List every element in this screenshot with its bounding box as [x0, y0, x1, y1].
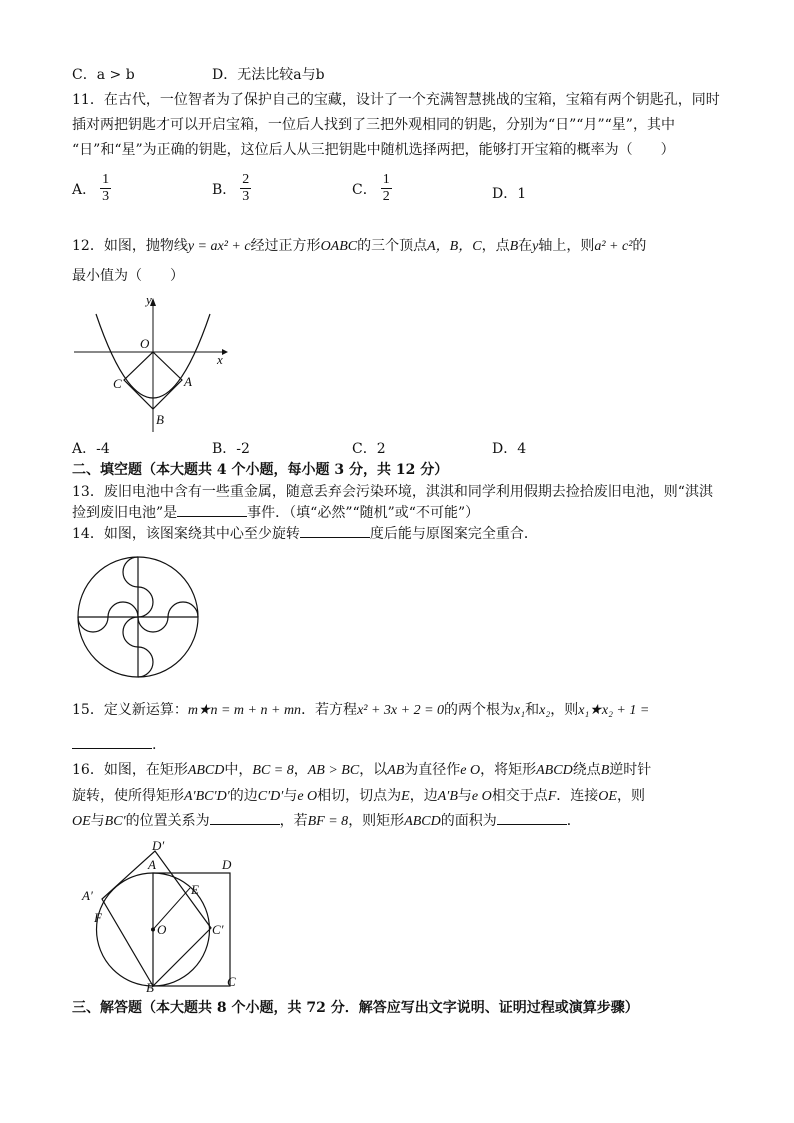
q12-option-b: B．-2: [212, 441, 250, 457]
q10-option-c: C．a > b: [72, 67, 135, 83]
q16-text: 绕点: [572, 762, 601, 778]
q12-text: ，点: [481, 238, 510, 254]
q16-math: e O: [471, 789, 492, 804]
q16-math: A′BC′D′: [184, 789, 230, 804]
q16-math: E: [401, 789, 410, 804]
q16-math: ABCD: [187, 763, 225, 778]
label-c: C: [113, 376, 122, 391]
q15-expression: x₁★x₂ + 1 =: [578, 703, 650, 718]
label-o: O: [140, 336, 150, 351]
q11-option-a-label: A．: [72, 181, 97, 198]
q16-answer-blank-2[interactable]: [497, 810, 567, 825]
q11-text-line2: 插对两把钥匙才可以开启宝箱，一位后人找到了三把外观相同的钥匙，分别为“日”“月”“星”，其中: [72, 117, 675, 133]
fraction-denominator: 2: [382, 189, 390, 204]
q16-math: F: [547, 789, 557, 804]
label-b: B: [156, 412, 164, 427]
q16-text: 与: [90, 813, 105, 829]
q12-option-c: C．2: [352, 441, 386, 457]
label-e: E: [191, 882, 199, 897]
q11-text-line1: 11．在古代，一位智者为了保护自己的宝藏，设计了一个充满智慧挑战的宝箱，宝箱有两个钥匙孔，同时: [72, 92, 720, 108]
q15-answer-line: [72, 734, 156, 755]
q16-text: 的边: [229, 788, 258, 804]
q11-option-b: [212, 172, 251, 205]
q12-point-b: B: [509, 239, 519, 254]
q11-option-b-fraction: [240, 172, 251, 205]
q12-expression: a² + c²: [594, 239, 633, 254]
q16-math: e O: [460, 763, 481, 778]
q14-pinwheel-figure: [74, 553, 204, 683]
q16-math: ABCD: [536, 763, 573, 778]
q12-text-line1: [72, 236, 646, 257]
q16-text: 相切，切点为: [317, 788, 402, 804]
q10-option-d: D．无法比较a与b: [212, 67, 325, 83]
q11-option-c-fraction: [381, 172, 392, 205]
label-o: O: [157, 922, 167, 937]
label-f: F: [94, 910, 102, 925]
q15-text: 的两个根为: [444, 702, 515, 718]
q12-y-axis: y: [532, 239, 539, 254]
q15-text: ．若方程: [301, 702, 358, 718]
fraction-numerator: 1: [382, 172, 390, 187]
label-b: B: [146, 980, 154, 994]
q15-equation: x² + 3x + 2 = 0: [357, 703, 445, 718]
q12-text: 轴上，则: [538, 238, 595, 254]
x-axis-arrow: [222, 349, 228, 355]
q16-text: 为直径作: [404, 762, 461, 778]
q11-option-b-label: B．: [212, 181, 237, 198]
q15-root-x2: x₂: [539, 703, 551, 718]
label-c: C: [227, 974, 236, 989]
q12-text: 经过正方形: [250, 238, 321, 254]
q12-vertices: A，B，C: [427, 239, 482, 254]
q15-text: 15．定义新运算：: [72, 702, 188, 718]
q16-text: ．: [566, 813, 581, 829]
q16-math: C′D′: [257, 789, 284, 804]
q12-option-d: D．4: [492, 441, 527, 457]
q16-text: 与: [283, 788, 298, 804]
q11-text-line3: “日”和“星”为正确的钥匙，这位后人从三把钥匙中随机选择两把，能够打开宝箱的概率为（ ）: [72, 142, 675, 158]
q12-square-name: OABC: [320, 239, 358, 254]
q16-answer-blank-1[interactable]: [210, 810, 280, 825]
center-o-dot: [151, 928, 155, 932]
q16-math: OE: [598, 789, 617, 804]
q12-parabola-figure: [72, 292, 232, 434]
label-d-prime: D′: [152, 838, 165, 853]
q16-text: 与: [457, 788, 472, 804]
q13-text-line2: [72, 502, 479, 523]
q16-text-line1: [72, 760, 651, 781]
q12-parabola-equation: y = ax² + c: [187, 239, 251, 254]
q16-text: ，将矩形: [480, 762, 537, 778]
q14-text: 度后能与原图案完全重合．: [369, 526, 538, 542]
q12-text-line2: 最小值为（ ）: [72, 268, 184, 284]
q15-text-line: [72, 700, 649, 721]
fraction-denominator: 3: [242, 189, 250, 204]
q11-option-a-fraction: [100, 172, 111, 205]
label-x: x: [217, 352, 223, 367]
label-y: y: [146, 292, 152, 307]
q16-math: ABCD: [404, 814, 441, 829]
q12-text: 的: [632, 238, 647, 254]
label-a: A: [184, 374, 192, 389]
q16-math: AB: [387, 763, 405, 778]
rectangle-a-bc-d-prime: [102, 851, 211, 986]
q16-math: BC = 8: [252, 763, 294, 778]
q13-answer-blank[interactable]: [177, 502, 247, 517]
label-a-prime: A′: [82, 888, 93, 903]
q16-math: AB > BC: [307, 763, 360, 778]
q14-answer-blank[interactable]: [300, 523, 370, 538]
q16-math: OE: [72, 814, 91, 829]
q16-text: ，若: [279, 813, 308, 829]
q12-text: 12．如图，抛物线: [72, 238, 188, 254]
q11-option-c: [352, 172, 392, 205]
q11-option-a: [72, 172, 111, 205]
q16-math: B: [600, 763, 610, 778]
q15-end: .: [152, 737, 157, 753]
q16-text: ，以: [359, 762, 388, 778]
q15-text: 和: [525, 702, 540, 718]
q15-text: ，则: [550, 702, 579, 718]
q16-text: 中，: [224, 762, 253, 778]
q16-text: ，边: [409, 788, 438, 804]
q13-text-line1: 13．废旧电池中含有一些重金属，随意丢弃会污染环境，淇淇和同学利用假期去捡拾废旧电池，则“淇淇: [72, 484, 713, 500]
q16-text: ，则: [616, 788, 645, 804]
section3-title: 三、解答题（本大题共 8 个小题，共 72 分．解答应写出文字说明、证明过程或演算步骤）: [72, 1000, 639, 1016]
q15-root-x1: x₁: [514, 703, 526, 718]
q16-math: BC′: [104, 814, 126, 829]
fraction-denominator: 3: [102, 189, 110, 204]
section2-title: 二、填空题（本大题共 4 个小题，每小题 3 分，共 12 分）: [72, 462, 449, 478]
q16-text: 旋转，使所得矩形: [72, 788, 184, 804]
q16-text: 16．如图，在矩形: [72, 762, 188, 778]
q16-text: 的位置关系为: [125, 813, 210, 829]
q16-math: A′B: [437, 789, 458, 804]
label-c-prime: C′: [212, 922, 224, 937]
fraction-numerator: 1: [102, 172, 110, 187]
q12-text: 在: [518, 238, 533, 254]
q16-math: e O: [297, 789, 318, 804]
q16-math: BF = 8: [307, 814, 349, 829]
q14-text: 14．如图，该图案绕其中心至少旋转: [72, 526, 300, 542]
q16-text: ．连接: [556, 788, 599, 804]
q15-answer-blank[interactable]: [72, 734, 152, 749]
fraction-numerator: 2: [242, 172, 250, 187]
q16-text: 逆时针: [609, 762, 652, 778]
q16-text: 相交于点: [491, 788, 548, 804]
label-d: D: [222, 857, 232, 872]
q11-option-c-label: C．: [352, 181, 377, 198]
q14-text-line: [72, 523, 538, 544]
q13-text: 事件．（填“必然”“随机”或“不可能”）: [247, 505, 480, 521]
q12-option-a: A．-4: [72, 441, 110, 457]
q16-text-line2: [72, 786, 645, 807]
q13-text: 捡到废旧电池”是: [72, 505, 178, 521]
q16-text-line3: [72, 810, 581, 832]
q15-definition: m★n = m + n + mn: [187, 703, 302, 718]
q11-option-d: D．1: [492, 186, 527, 202]
q12-text: 的三个顶点: [357, 238, 428, 254]
label-a: A: [148, 857, 156, 872]
q16-text: 的面积为: [440, 813, 497, 829]
q16-text: ，: [293, 762, 308, 778]
q16-rectangle-figure: [76, 836, 246, 994]
q16-text: ，则矩形: [348, 813, 405, 829]
